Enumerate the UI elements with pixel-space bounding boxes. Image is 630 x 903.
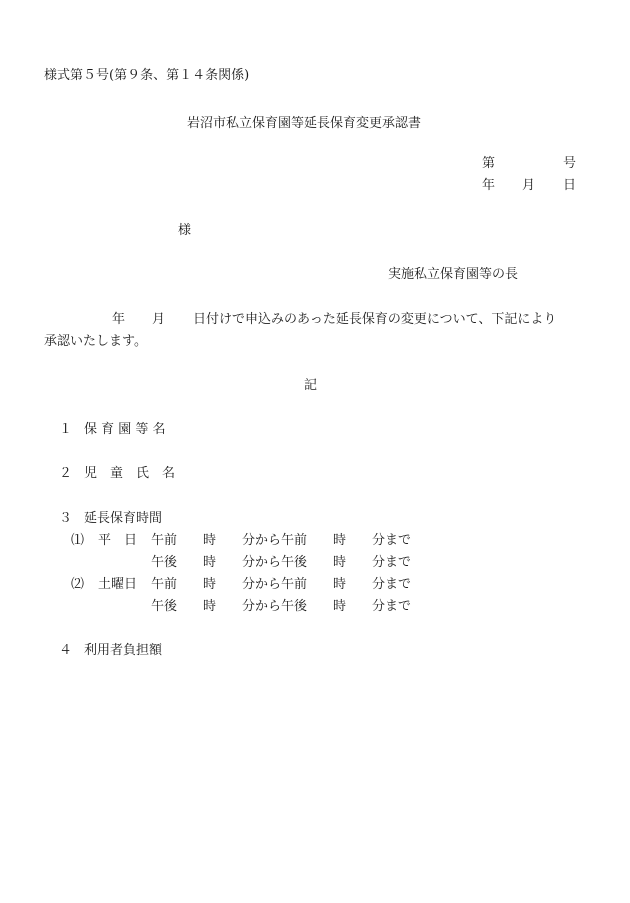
saturday-am-times: 午前 時 分から午前 時 分まで xyxy=(151,577,412,592)
weekday-pm-times: 午後 時 分から午後 時 分まで xyxy=(151,555,412,570)
date-day: 日 xyxy=(563,178,577,193)
item3-label: 延長保育時間 xyxy=(84,511,163,526)
issuer: 実施私立保育園等の長 xyxy=(388,267,519,282)
form-number: 様式第５号(第９条、第１４条関係) xyxy=(44,68,250,83)
item2-number: ２ xyxy=(59,466,73,481)
saturday-label: 土曜日 xyxy=(98,577,138,592)
weekday-label: 平 日 xyxy=(98,533,138,548)
saturday-number: ⑵ xyxy=(71,577,85,592)
item4-number: ４ xyxy=(59,643,73,658)
item3-number: ３ xyxy=(59,511,73,526)
date-year: 年 xyxy=(482,178,496,193)
body-line1: 日付けで申込みのあった延長保育の変更について、下記により xyxy=(193,312,557,327)
recipient-suffix: 様 xyxy=(178,223,192,238)
ki-mark: 記 xyxy=(304,378,318,393)
weekday-number: ⑴ xyxy=(71,533,85,548)
item2-label: 児 童 氏 名 xyxy=(84,466,176,481)
date-month: 月 xyxy=(522,178,536,193)
item1-number: １ xyxy=(59,422,73,437)
item4-label: 利用者負担額 xyxy=(84,643,163,658)
weekday-am-times: 午前 時 分から午前 時 分まで xyxy=(151,533,412,548)
body-line2: 承認いたします。 xyxy=(44,334,147,349)
doc-number-prefix: 第 xyxy=(482,156,496,171)
document-title: 岩沼市私立保育園等延長保育変更承認書 xyxy=(187,116,422,131)
body-month: 月 xyxy=(152,312,166,327)
saturday-pm-times: 午後 時 分から午後 時 分まで xyxy=(151,599,412,614)
doc-number-suffix: 号 xyxy=(563,156,577,171)
item1-label: 保 育 園 等 名 xyxy=(84,422,166,437)
body-year: 年 xyxy=(112,312,126,327)
